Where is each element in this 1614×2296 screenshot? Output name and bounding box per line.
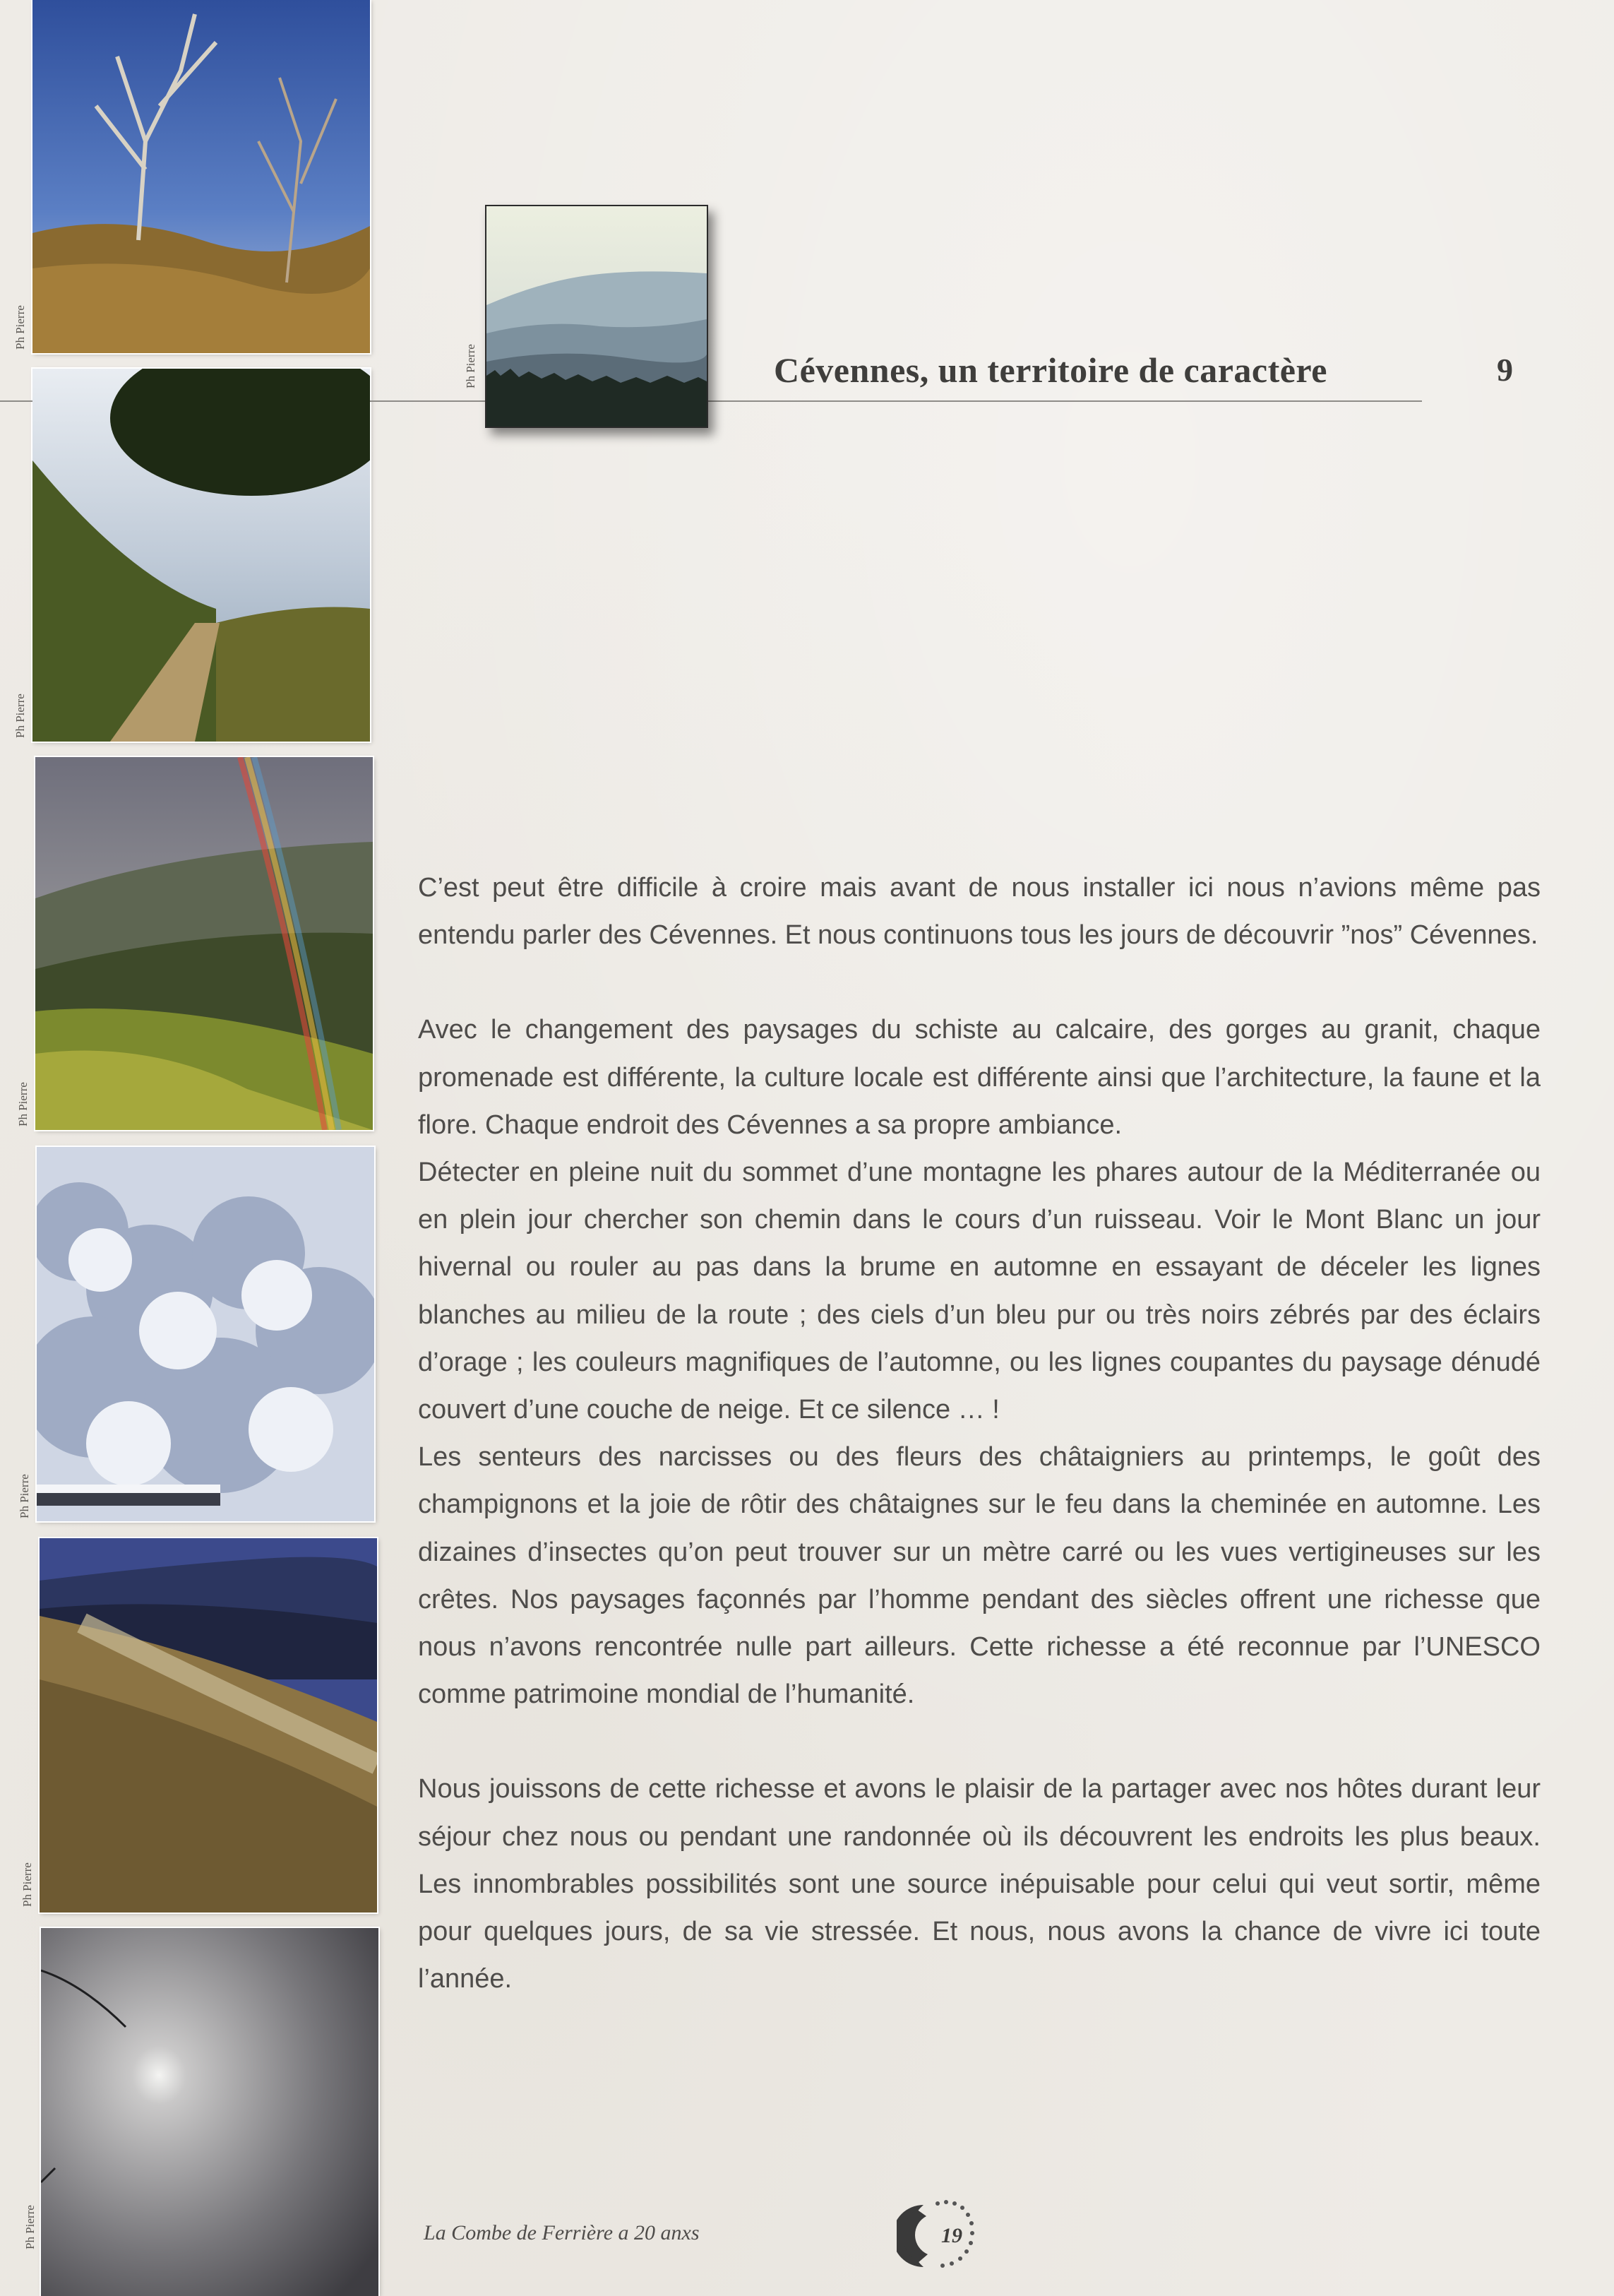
photo-credit: Ph Pierre	[20, 1862, 34, 1907]
rainbow-valley-photo	[35, 757, 373, 1130]
chapter-title: Cévennes, un territoire de caractère	[774, 350, 1327, 390]
chapter-number: 9	[1497, 352, 1513, 388]
body-paragraph: C’est peut être difficile à croire mais avant de nous installer ici nous n’avions même pas entendu parler des Cévennes. Et nous continuons tous les jours de découvrir ”nos” Cévennes.	[418, 873, 1541, 951]
photo-credit: Ph Pierre	[23, 2205, 37, 2249]
body-text	[418, 864, 1541, 2003]
misty-sun-photo	[41, 1928, 378, 2296]
page-number: 19	[941, 2224, 962, 2247]
dirt-road-photo	[32, 369, 370, 742]
body-paragraph: Avec le changement des paysages du schiste au calcaire, des gorges au granit, chaque promenade est différente, la culture locale est différente ainsi que l’architecture, la faune et la flore. Chaque endroit des Cévennes a sa propre ambiance.	[418, 1015, 1541, 1140]
photo-credit: Ph Pierre	[13, 305, 27, 350]
ridge-path-photo	[40, 1538, 377, 1913]
photo-credit: Ph Pierre	[18, 1474, 31, 1518]
photo-credit: Ph Pierre	[464, 344, 477, 388]
body-paragraph: Les senteurs des narcisses ou des fleurs des châtaigniers au printemps, le goût des champignons et la joie de rôtir des châtaignes sur le feu dans la cheminée en automne. Les dizaines d’insectes qu’on peut trouver sur un mètre carré ou les vues vertigineuses sur les crêtes. Nos paysages façonnés par l’homme pendant des siècles offrent une richesse que nous n’avons rencontrée nulle part ailleurs. Cette richesse a été reconnue par l’UNESCO comme patrimoine mondial de l’humanité.	[418, 1442, 1541, 1710]
photo-credit: Ph Pierre	[16, 1082, 30, 1126]
photo-credit: Ph Pierre	[13, 694, 27, 738]
header-rule-left	[0, 400, 32, 402]
mountain-thumbnail-photo	[485, 205, 708, 428]
snowy-forest-photo	[37, 1147, 374, 1521]
body-paragraph: Détecter en pleine nuit du sommet d’une montagne les phares autour de la Méditerranée ou en plein jour chercher son chemin dans le cours d’un ruisseau. Voir le Mont Blanc un jour hivernal ou rouler au pas dans la brume en automne en essayant de déceler les lignes blanches au milieu de la route ; des ciels d’un bleu pur ou très noirs zébrés par des éclairs d’orage ; les couleurs magnifiques de l’automne, ou les lignes coupantes du paysage dénudé couvert d’une couche de neige. Et ce silence … !	[418, 1158, 1541, 1425]
body-paragraph: Nous jouissons de cette richesse et avons le plaisir de la partager avec nos hôtes durant leur séjour chez nous ou pendant une randonnée où ils découvrent les endroits les plus beaux. Les innombrables possibilités sont une source inépuisable pour celui qui veut sortir, même pour quelques jours, de sa vie stressée. Et nous, nous avons la chance de vivre ici toute l’année.	[418, 1774, 1541, 1994]
bare-trees-photo	[32, 0, 370, 353]
publication-title: La Combe de Ferrière a 20 anxs	[424, 2221, 700, 2244]
